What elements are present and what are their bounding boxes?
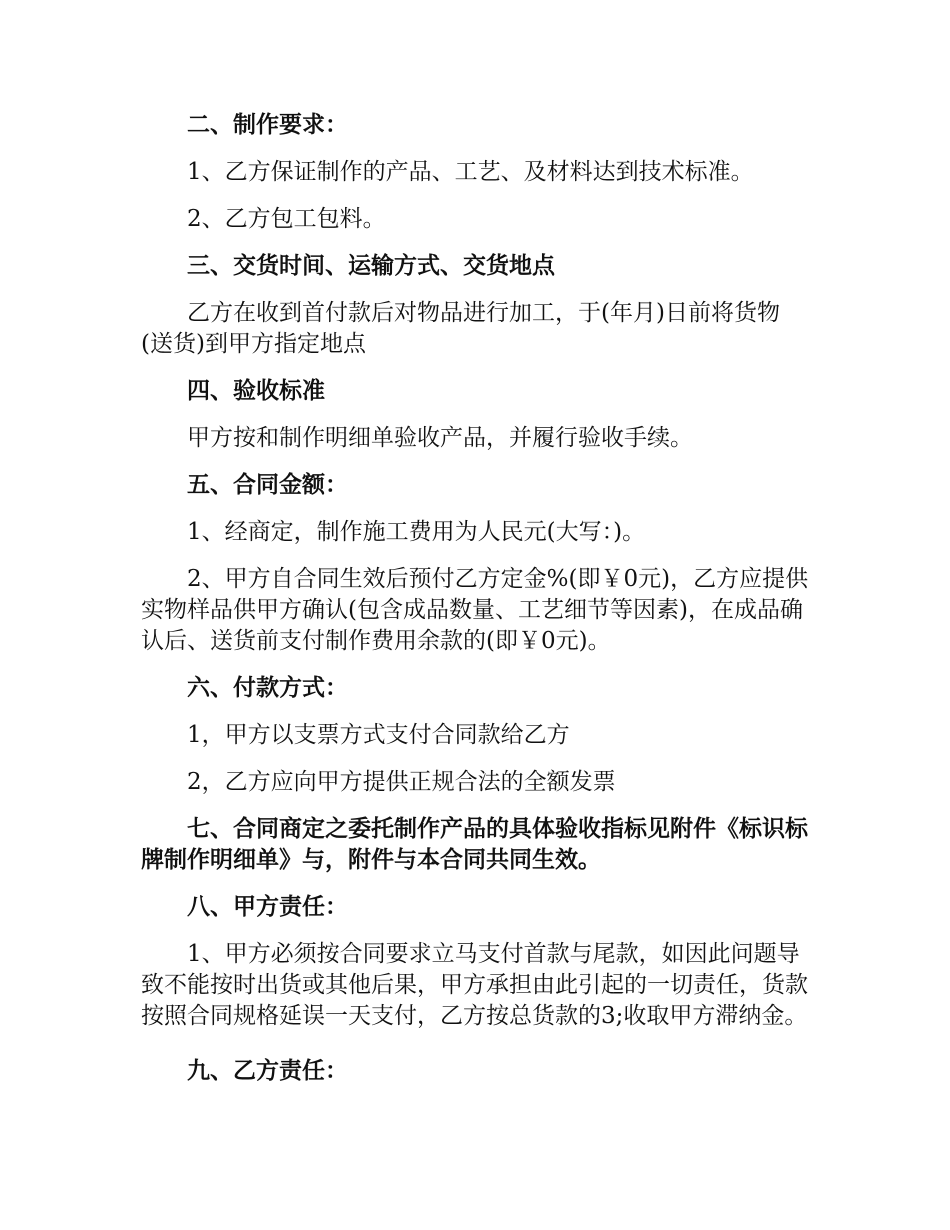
paragraph-invoice: 2，乙方应向甲方提供正规合法的全额发票	[187, 769, 616, 795]
contract-body	[141, 110, 809, 1087]
paragraph-quality-standard: 1、乙方保证制作的产品、工艺、及材料达到技术标准。	[187, 159, 754, 185]
section-heading-payment-method: 六、付款方式：	[187, 675, 348, 701]
section-heading-contract-amount: 五、合同金额：	[187, 472, 348, 498]
paragraph-acceptance-terms: 甲方按和制作明细单验收产品，并履行验收手续。	[187, 425, 693, 451]
paragraph-amount-agreed: 1、经商定，制作施工费用为人民元(大写：)。	[187, 519, 646, 545]
paragraph-delivery-terms: 乙方在收到首付款后对物品进行加工，于(年月)日前将货物(送货)到甲方指定地点	[141, 300, 780, 357]
section-heading-acceptance-indicators: 七、合同商定之委托制作产品的具体验收指标见附件《标识标牌制作明细单》与，附件与本合同共同生效。	[141, 816, 808, 873]
section-heading-party-b-duties: 九、乙方责任：	[187, 1058, 348, 1084]
paragraph-deposit-terms: 2、甲方自合同生效后预付乙方定金%(即￥0元)，乙方应提供实物样品供甲方确认(包含成品数量、工艺细节等因素)，在成品确认后、送货前支付制作费用余款的(即￥0元)。	[141, 566, 809, 654]
paragraph-party-a-payment-duty: 1、甲方必须按合同要求立马支付首款与尾款，如因此问题导致不能按时出货或其他后果，甲方承担由此引起的一切责任，货款按照合同规格延误一天支付，乙方按总货款的3;收取甲方滞纳金。	[141, 941, 808, 1029]
paragraph-payment-cheque: 1，甲方以支票方式支付合同款给乙方	[187, 722, 570, 748]
section-heading-production-requirements: 二、制作要求：	[187, 112, 348, 138]
paragraph-labor-materials: 2、乙方包工包料。	[187, 206, 386, 232]
section-heading-delivery: 三、交货时间、运输方式、交货地点	[187, 253, 555, 279]
section-heading-acceptance: 四、验收标准	[187, 378, 325, 404]
section-heading-party-a-duties: 八、甲方责任：	[187, 894, 348, 920]
